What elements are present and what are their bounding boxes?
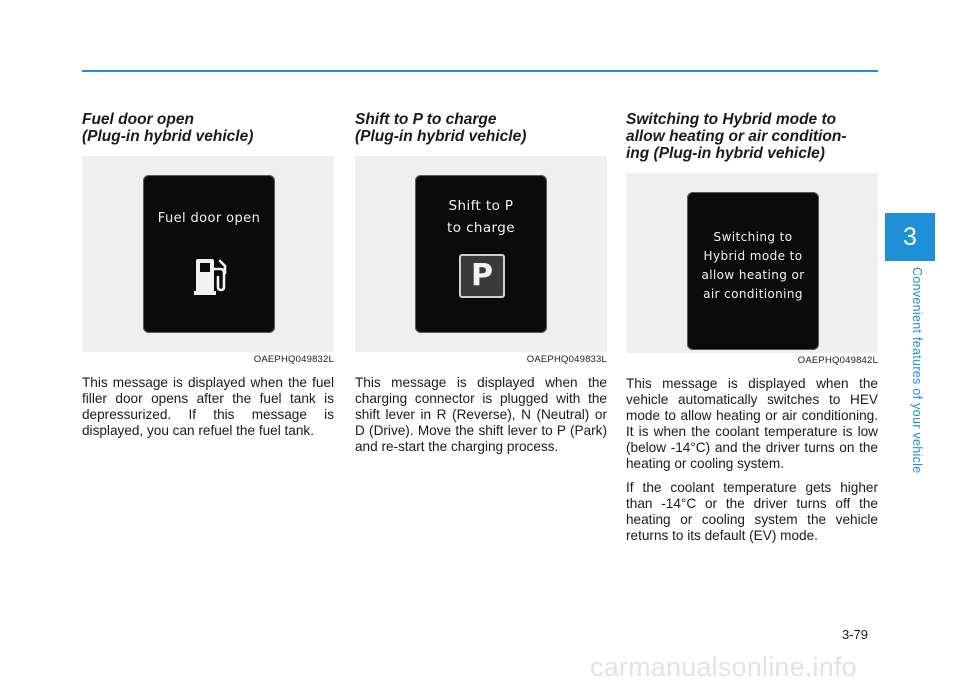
chapter-tab: 3 <box>885 213 935 261</box>
page-number: 3-79 <box>842 627 869 642</box>
fuel-pump-icon <box>194 255 230 297</box>
heading-shift-to-p: Shift to P to charge (Plug-in hybrid vehicle) <box>355 111 527 145</box>
park-icon: P <box>459 254 505 298</box>
body-paragraph: This message is displayed when the fuel filler door opens after the fuel tank is depressurized. If this message is displayed, you can refuel the fuel tank. <box>82 375 334 438</box>
cluster-display <box>143 175 275 333</box>
body-paragraph: This message is displayed when the charging connector is plugged with the shift lever in R (Reverse), N (Neutral) or D (Drive). Move the shift lever to P (Park) and re-start the charging process. <box>355 375 607 454</box>
heading-switching-hybrid-mode: Switching to Hybrid mode to allow heating or air condition- ing (Plug-in hybrid vehicle) <box>626 111 847 162</box>
image-code: OAEPHQ049833L <box>526 354 607 365</box>
display-message: Switching to Hybrid mode to allow heating or air conditioning <box>701 230 805 301</box>
figure-fuel-door-open <box>82 156 334 352</box>
image-code: OAEPHQ049832L <box>253 354 334 365</box>
header-rule <box>82 70 878 72</box>
section-fuel-door-open <box>82 111 334 439</box>
display-message: Shift to P to charge <box>447 198 515 236</box>
figure-shift-to-p <box>355 156 607 352</box>
chapter-title: Convenient features of your vehicle <box>910 267 924 474</box>
image-code: OAEPHQ049842L <box>797 355 878 366</box>
section-shift-to-p <box>355 111 607 455</box>
cluster-display <box>415 175 547 333</box>
body-paragraph: This message is displayed when the vehicle automatically switches to HEV mode to allow heating or air conditioning. It is when the coolant temperature is low (below -14°C) and the driver turns on the heating or cooling system. <box>626 376 878 471</box>
section-switching-hybrid-mode <box>626 111 878 544</box>
body-paragraph: If the coolant temperature gets higher than -14°C or the driver turns off the heating or cooling system the vehicle returns to its default (EV) mode. <box>626 480 878 543</box>
display-message: Fuel door open <box>157 211 261 226</box>
figure-switching-hybrid-mode <box>626 173 878 353</box>
heading-fuel-door-open: Fuel door open (Plug-in hybrid vehicle) <box>82 111 254 145</box>
watermark: carmanualsonline.info <box>590 652 857 682</box>
cluster-display <box>687 192 819 350</box>
